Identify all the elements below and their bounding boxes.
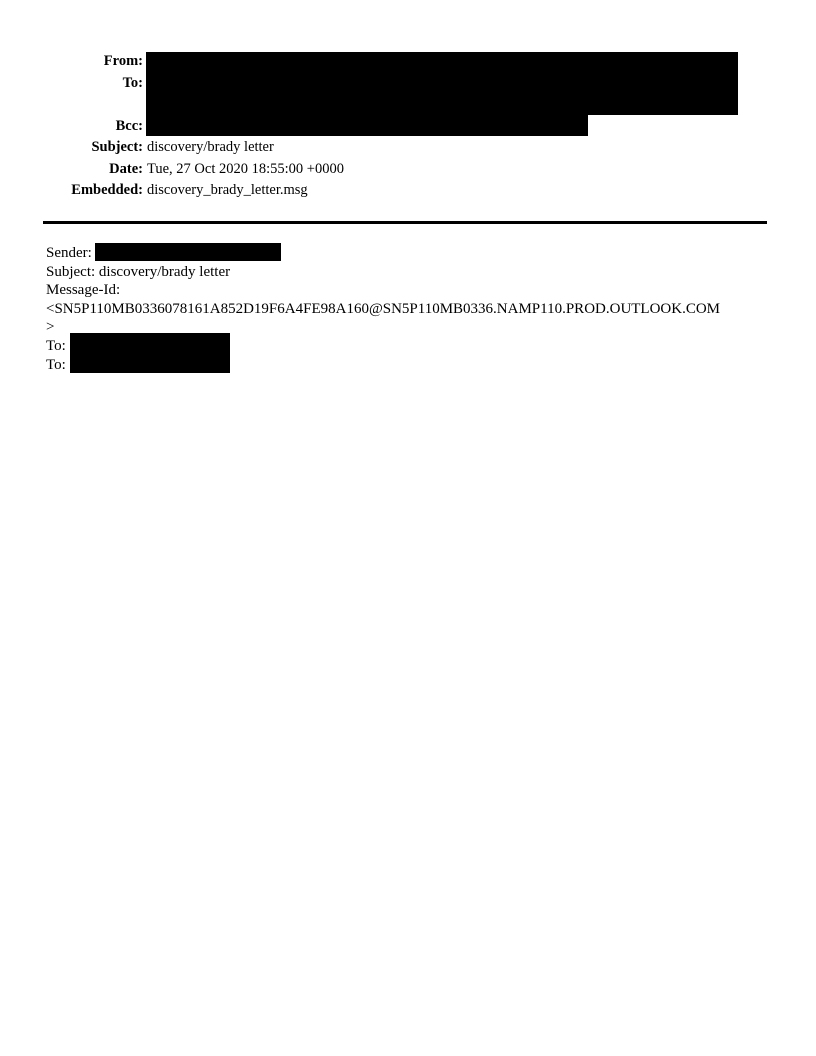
redaction-sender xyxy=(95,243,281,261)
header-label-subject: Subject: xyxy=(91,139,143,155)
redaction-bcc xyxy=(146,115,588,136)
header-row-subject xyxy=(0,137,780,159)
header-label-embedded: Embedded: xyxy=(71,182,143,198)
redaction-to xyxy=(70,333,230,373)
body-line-to-1: To: xyxy=(46,337,66,354)
header-row-date xyxy=(0,159,780,181)
header-value-embedded: discovery_brady_letter.msg xyxy=(147,182,308,198)
body-line-sender: Sender: xyxy=(46,245,92,261)
header-label-blank xyxy=(0,94,143,116)
header-label-from: From: xyxy=(103,53,143,69)
body-line-subject: Subject: discovery/brady letter xyxy=(46,263,231,280)
body-line-message-id-value: <SN5P110MB0336078161A852D19F6A4FE98A160@SN5P110MB0336.NAMP110.PROD.OUTLOOK.COM xyxy=(46,300,721,317)
redaction-from-to xyxy=(146,52,738,115)
header-row-embedded xyxy=(0,180,780,202)
body-line-message-id-label: Message-Id: xyxy=(46,282,121,299)
section-divider xyxy=(43,221,767,224)
header-value-subject: discovery/brady letter xyxy=(147,139,274,155)
header-label-to: To: xyxy=(122,74,143,91)
header-value-date: Tue, 27 Oct 2020 18:55:00 +0000 xyxy=(147,160,344,177)
header-label-bcc: Bcc: xyxy=(115,117,143,134)
body-line-to-2: To: xyxy=(46,356,66,373)
header-label-date: Date: xyxy=(109,160,143,177)
body-line-message-id-close: > xyxy=(46,319,55,336)
